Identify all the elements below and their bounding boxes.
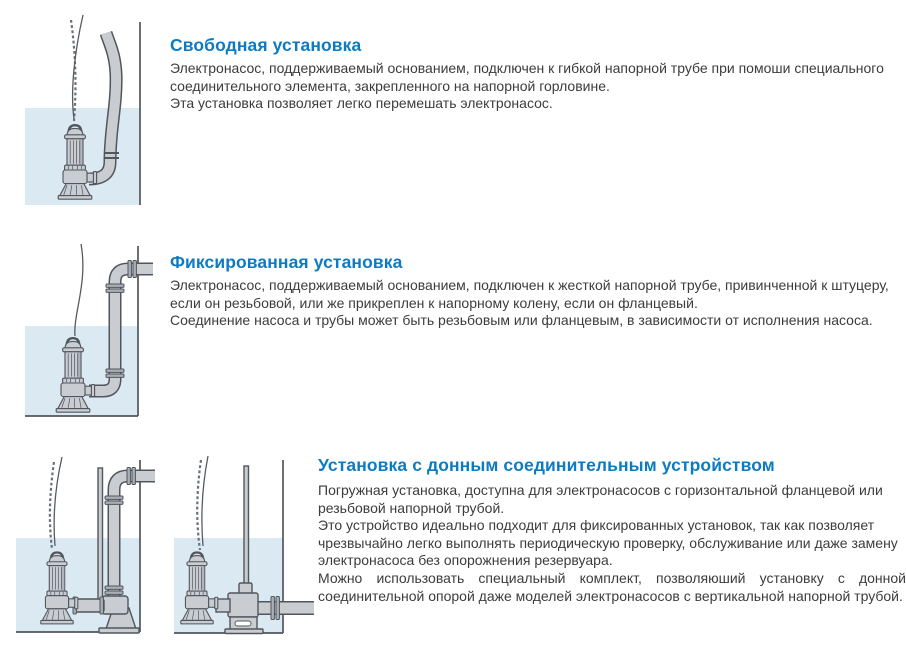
section-title: Свободная установка bbox=[170, 35, 362, 55]
power-cable bbox=[202, 456, 208, 546]
bottom-coupling-vertical-pipe-diagram bbox=[10, 452, 155, 654]
section-paragraph: Электронасос, поддерживаемый основанием, подключен к жесткой напорной трубе, привинченной к штуцеру, если он резьбовой, или же прикреплен к напорному колену, если он фланцевый. bbox=[170, 277, 889, 311]
section-paragraph: Можно использовать специальный комплект, позволяюший установку с донной соединительной опорой даже моделей электронасосов с вертикальной напорной трубой. bbox=[318, 569, 906, 604]
lifting-chain bbox=[50, 462, 54, 549]
power-cable bbox=[54, 457, 62, 546]
fixed-installation-diagram bbox=[15, 238, 155, 420]
bottom-coupling-horizontal-pipe-diagram bbox=[168, 452, 316, 654]
section-paragraph: Электронасос, поддерживаемый основанием, подключен к гибкой напорной трубе при помоши специального соединительного элемента, закрепленного на напорной горловине. bbox=[170, 60, 884, 94]
section-paragraph: Это устройство идеально подходит для фиксированных установок, так как позволяет чрезвычайно легко выполнять периодическую проверку, обслуживание или даже замену электронасоса без опорожнения резервуара. bbox=[318, 517, 898, 569]
lifting-chain bbox=[197, 460, 201, 550]
free-installation-diagram bbox=[15, 8, 150, 213]
guide-rail bbox=[98, 468, 103, 610]
section-paragraph: Соединение насоса и трубы может быть резьбовым или фланцевым, в зависимости от исполнения насоса. bbox=[170, 312, 873, 329]
section-paragraph: Погружная установка, доступна для электронасосов с горизонтальной фланцевой или резьбовой напорной трубой. bbox=[318, 482, 883, 516]
guide-rail bbox=[244, 466, 249, 586]
section-title: Установка с донным соединительным устройством bbox=[318, 455, 775, 475]
section-paragraph: Эта установка позволяет легко перемешать электронасос. bbox=[170, 95, 553, 112]
power-cable bbox=[75, 244, 83, 336]
section-title: Фиксированная установка bbox=[170, 252, 403, 272]
